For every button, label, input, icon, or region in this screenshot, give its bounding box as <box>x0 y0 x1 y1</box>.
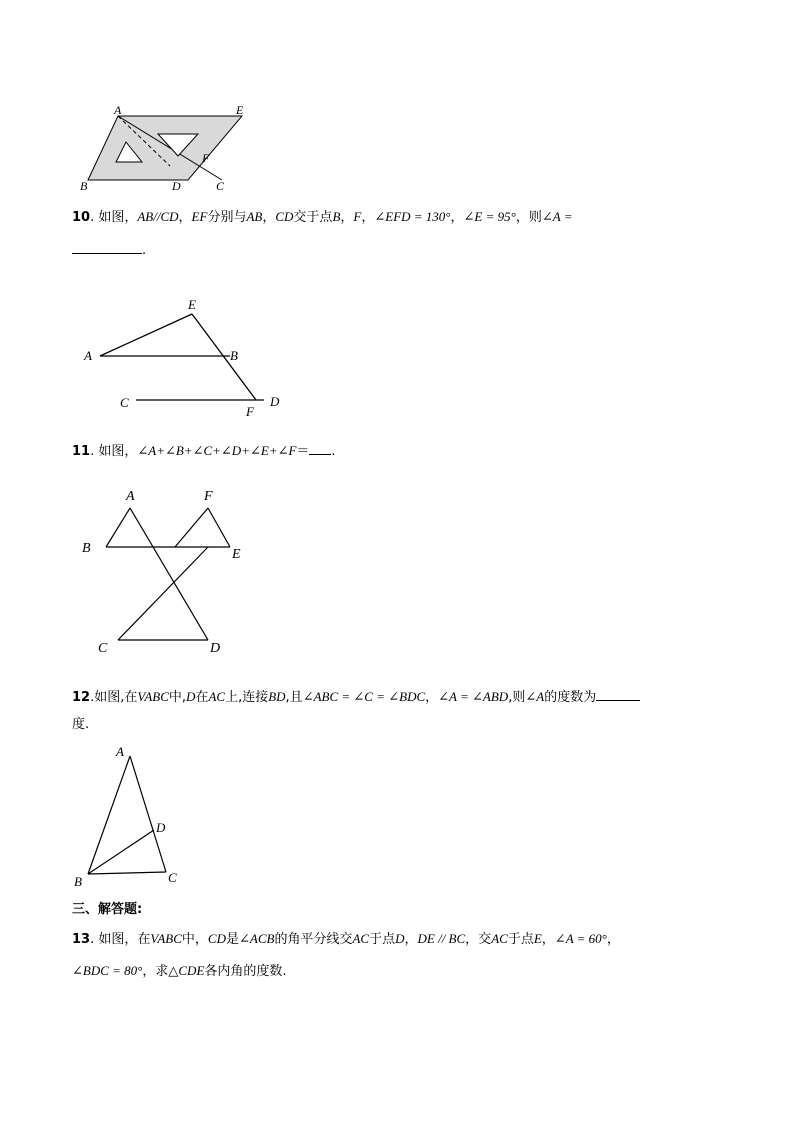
question-13: 13. 如图，在VABC中，CD是∠ACB的角平分线交AC于点D，DE // BC，交AC于点E，∠A = 60°， <box>72 931 620 947</box>
answer-blank[interactable] <box>72 240 142 254</box>
figure-11-diagram <box>80 484 260 656</box>
fig10-label-f: F <box>246 404 254 419</box>
figure-10-diagram <box>80 292 290 422</box>
fig9-label-a: A <box>114 103 122 117</box>
fig9-label-e: E <box>236 103 244 117</box>
fig12-label-b: B <box>74 874 82 889</box>
fig11-label-a: A <box>126 489 135 504</box>
question-11: 11. 如图，∠A+∠B+∠C+∠D+∠E+∠F＝ . <box>72 443 336 459</box>
question-number: 10 <box>72 210 91 225</box>
fig10-label-b: B <box>230 348 238 363</box>
question-10: 10. 如图，AB//CD，EF分别与AB，CD交于点B，F，∠EFD = 130°，∠E = 95°，则∠A = <box>72 209 573 225</box>
question-13-line-2: ∠BDC = 80°，求△CDE各内角的度数. <box>72 963 287 979</box>
question-12-unit: 度. <box>72 717 90 732</box>
fig11-label-b: B <box>82 541 91 556</box>
fig10-label-c: C <box>120 395 129 410</box>
figure-9-diagram <box>70 100 260 195</box>
fig9-label-c: C <box>216 179 225 193</box>
fig11-label-f: F <box>204 489 213 504</box>
fig10-label-a: A <box>84 348 92 363</box>
fig10-label-d: D <box>270 394 280 409</box>
fig11-label-d: D <box>210 641 221 656</box>
question-10-answer-line: . <box>72 240 146 260</box>
fig9-label-d: D <box>172 179 181 193</box>
figure-12-diagram <box>70 740 190 890</box>
fig9-label-f: F <box>202 151 210 165</box>
fig12-label-d: D <box>156 820 166 835</box>
answer-blank[interactable] <box>309 441 331 455</box>
question-12: 12.如图,在VABC中,D在AC上,连接BD,且∠ABC = ∠C = ∠BDC，∠A = ∠ABD,则∠A的度数为 <box>72 687 640 707</box>
fig9-label-b: B <box>80 179 88 193</box>
fig12-label-a: A <box>116 744 124 759</box>
fig11-label-e: E <box>232 547 241 562</box>
question-number: 13 <box>72 932 91 947</box>
fig12-label-c: C <box>168 870 177 885</box>
fig11-label-c: C <box>98 641 108 656</box>
question-number: 11 <box>72 444 91 459</box>
question-number: 12 <box>72 690 91 705</box>
fig10-label-e: E <box>188 297 196 312</box>
answer-blank[interactable] <box>596 687 640 701</box>
section-heading: 三、解答题: <box>72 902 143 917</box>
